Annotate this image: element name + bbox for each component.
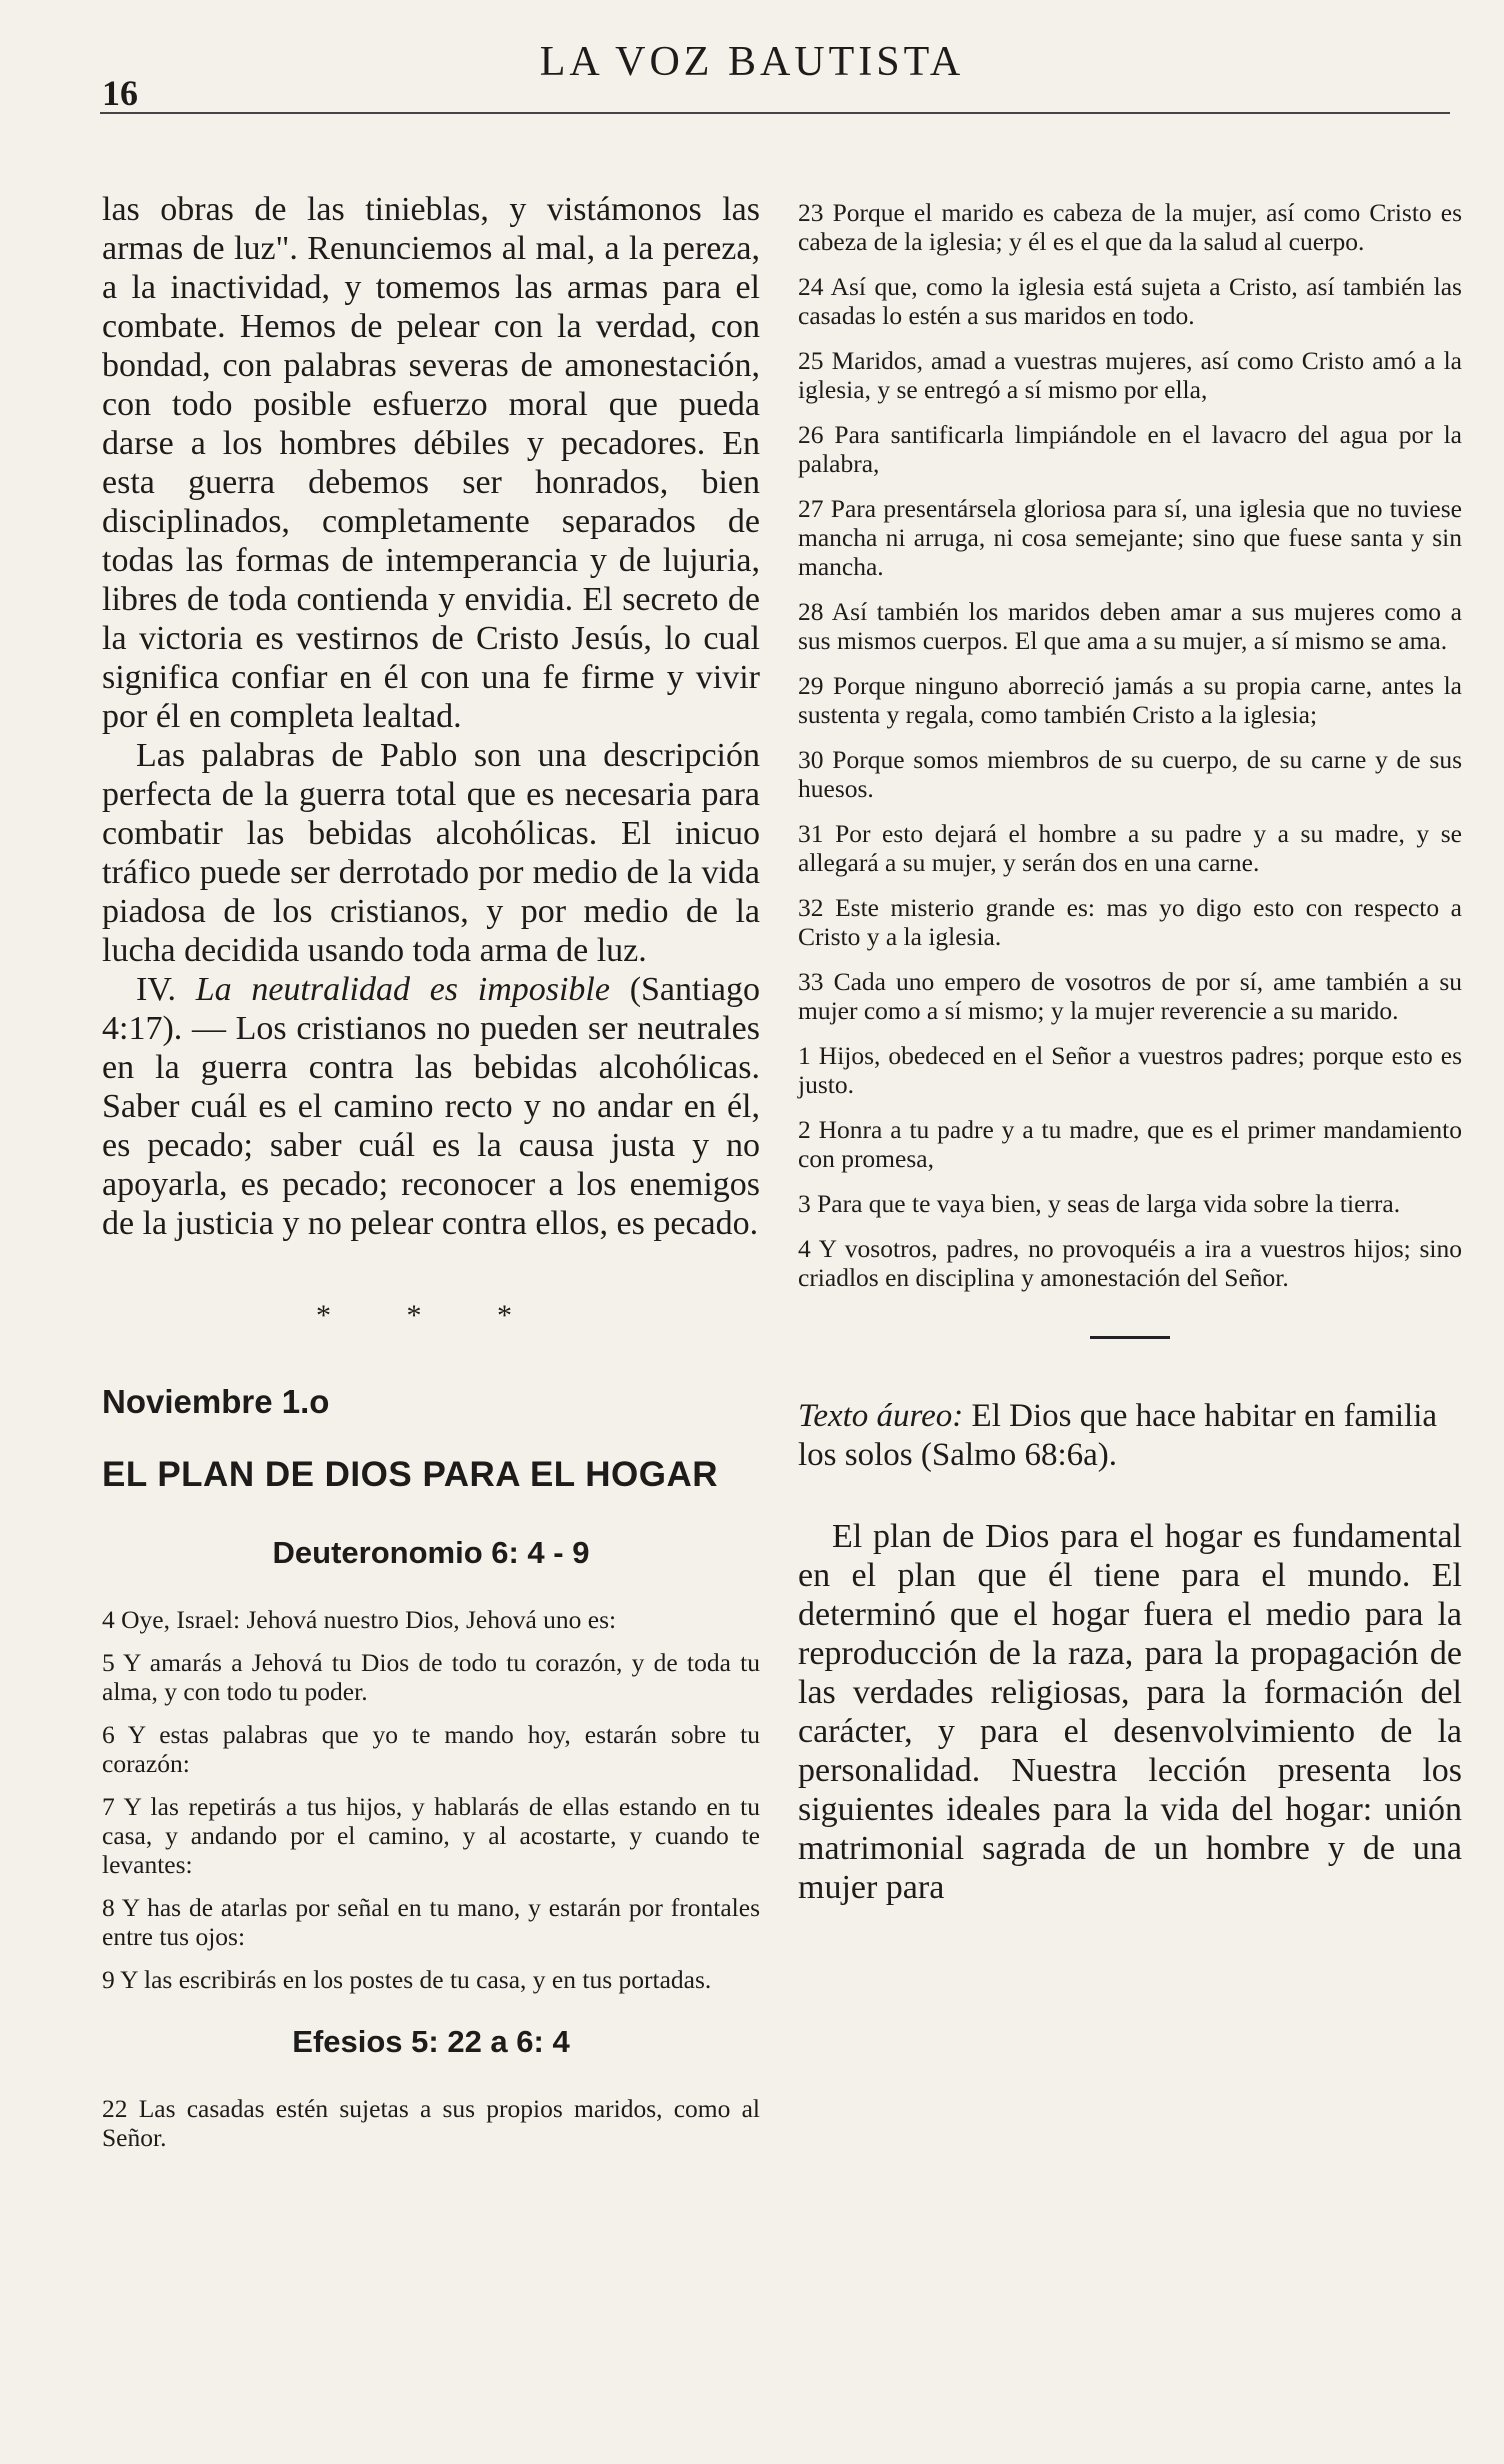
verse-efes-6-3: 3 Para que te vaya bien, y seas de larga vida sobre la tierra. [798,1189,1401,1218]
page-number: 16 [102,73,138,113]
golden-text-body: El Dios que hace habitar en familia los solos (Salmo 68:6a). [798,1398,1438,1473]
verse-efes-33: 33 Cada uno empero de vosotros de por sí, ame también a su mujer como a sí mismo; y la mujer reverencie a su marido. [798,967,1462,1025]
section-separator: * * * [316,1299,546,1332]
verse-efes-32: 32 Este misterio grande es: mas yo digo esto con respecto a Cristo y a la iglesia. [798,893,1462,951]
verse-deut-8: 8 Y has de atarlas por señal en tu mano, y estarán por frontales entre tus ojos: [102,1893,760,1951]
running-title: LA VOZ BAUTISTA [539,39,965,85]
pablo-paragraph: Las palabras de Pablo son una descripción perfecta de la guerra total que es necesaria para combatir las bebidas alcohólicas. El inicuo tráfico puede ser derrotado por medio de la vida piadosa de los cristianos, y por medio de la lucha decidida usando toda arma de luz. [102,737,760,969]
section-iv-paragraph [102,970,760,1243]
verse-efes-28: 28 Así también los maridos deben amar a sus mujeres como a sus mismos cuerpos. El que ama a su mujer, a sí mismo se ama. [798,597,1462,655]
golden-text-label: Texto áureo: [798,1398,964,1434]
verse-efes-27: 27 Para presentársela gloriosa para sí, una iglesia que no tuviese mancha ni arruga, ni cosa semejante; sino que fuese santa y sin mancha. [798,494,1462,581]
verse-efes-23: 23 Porque el marido es cabeza de la mujer, así como Cristo es cabeza de la iglesia; y él es el que da la salud al cuerpo. [798,198,1462,256]
verse-efes-6-4: 4 Y vosotros, padres, no provoquéis a ira a vuestros hijos; sino criadlos en disciplina y amonestación del Señor. [798,1234,1462,1292]
continuation-paragraph: las obras de las tinieblas, y vistámonos las armas de luz". Renunciemos al mal, a la pereza, a la inactividad, y tomemos las armas para el combate. Hemos de pelear con la verdad, con bondad, con palabras severas de amonestación, con todo posible esfuerzo moral que pueda darse a los hombres débiles y pecadores. En esta guerra debemos ser honrados, bien disciplinados, completamente separados de todas las formas de intemperancia y de lujuria, libres de toda contienda y envidia. El secreto de la victoria es vestirnos de Cristo Jesús, lo cual significa confiar en él con una fe firme y vivir por él en completa lealtad. [102,191,760,735]
verse-deut-5: 5 Y amarás a Jehová tu Dios de todo tu corazón, y de toda tu alma, y con todo tu poder. [102,1648,760,1706]
right-column [798,198,1462,1907]
verse-deut-7: 7 Y las repetirás a tus hijos, y hablarás de ellas estando en tu casa, y andando por el camino, y al acostarte, y cuando te levantes: [102,1792,760,1879]
verse-efes-6-1: 1 Hijos, obedeced en el Señor a vuestros padres; porque esto es justo. [798,1041,1462,1099]
date-heading: Noviembre 1.o [102,1383,330,1420]
verse-efes-29: 29 Porque ninguno aborreció jamás a su propia carne, antes la sustenta y regala, como también Cristo a la iglesia; [798,671,1462,729]
section-divider [1090,1336,1170,1339]
verse-efes-31: 31 Por esto dejará el hombre a su padre y a su madre, y se allegará a su mujer, y serán dos en una carne. [798,819,1462,877]
deuteronomio-reference: Deuteronomio 6: 4 - 9 [272,1535,590,1570]
header-rule [100,112,1450,114]
verse-efes-6-2: 2 Honra a tu padre y a tu madre, que es el primer mandamiento con promesa, [798,1115,1462,1173]
verse-deut-9: 9 Y las escribirás en los postes de tu casa, y en tus portadas. [102,1965,712,1994]
section-iv-text: (Santiago 4:17). — Los cristianos no pueden ser neutrales en la guerra contra las bebidas alcohólicas. Saber cuál es el camino recto y no andar en él, es pecado; saber cuál es la causa justa y no apoyarla, es pecado; reconocer a los enemigos de la justicia y no pelear contra ellos, es pecado. [102,971,761,1242]
intro-paragraph: El plan de Dios para el hogar es fundamental en el plan que él tiene para el mundo. El determinó que el hogar fuera el medio para la reproducción de la raza, para la propagación de las verdades religiosas, para la formación del carácter, y para el desenvolvimiento de la personalidad. Nuestra lección presenta los siguientes ideales para la vida del hogar: unión matrimonial sagrada de un hombre y de una mujer para [798,1518,1462,1906]
golden-text [798,1397,1462,1475]
left-column [102,190,760,2166]
verse-efes-30: 30 Porque somos miembros de su cuerpo, de su carne y de sus huesos. [798,745,1462,803]
section-iv-numeral: IV. [136,971,176,1008]
verse-efes-26: 26 Para santificarla limpiándole en el lavacro del agua por la palabra, [798,420,1462,478]
efesios-reference: Efesios 5: 22 a 6: 4 [292,2024,570,2059]
verse-efes-25: 25 Maridos, amad a vuestras mujeres, así como Cristo amó a la iglesia, y se entregó a sí mismo por ella, [798,346,1462,404]
section-iv-title: La neutralidad es imposible [195,971,610,1008]
verse-deut-4: 4 Oye, Israel: Jehová nuestro Dios, Jehová uno es: [102,1605,617,1634]
verse-efes-22: 22 Las casadas estén sujetas a sus propios maridos, como al Señor. [102,2094,760,2152]
verse-efes-24: 24 Así que, como la iglesia está sujeta a Cristo, así también las casadas lo estén a sus maridos en todo. [798,272,1462,330]
verse-deut-6: 6 Y estas palabras que yo te mando hoy, estarán sobre tu corazón: [102,1720,760,1778]
lesson-title: EL PLAN DE DIOS PARA EL HOGAR [102,1455,719,1494]
